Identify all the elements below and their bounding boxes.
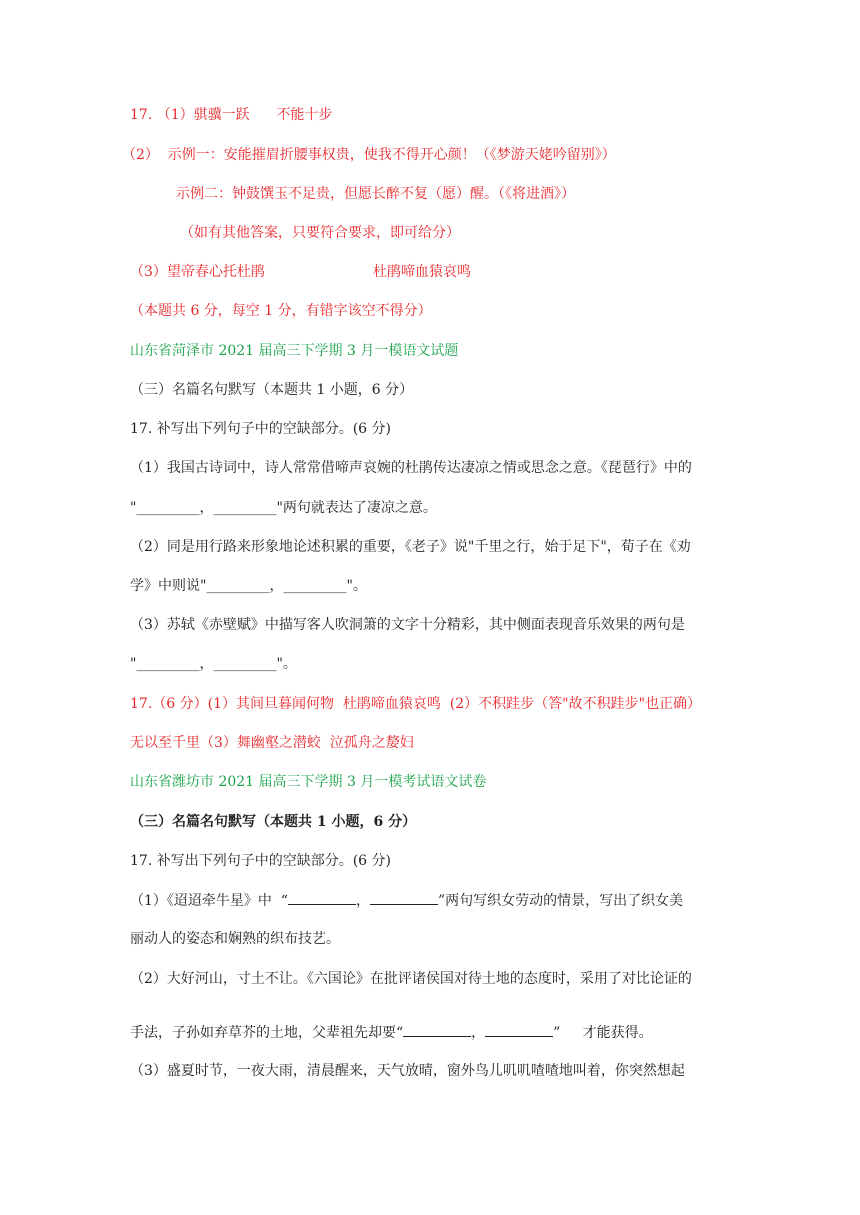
question-17-weifang: 17. 补写出下列句子中的空缺部分。(6 分) [130, 853, 391, 869]
blank-line[interactable] [370, 890, 438, 905]
question-17-heze-2a: （2）同是用行路来形象地论述积累的重要，《老子》说"千里之行，始于足下"，荀子在《劝 [130, 539, 691, 555]
answer-17-part3-a: （3）望帝春心托杜鹃 [130, 264, 265, 280]
answer-17-part2-example2: 示例二：钟鼓馔玉不足贵，但愿长醉不复（愿）醒。（《将进酒》） [176, 186, 575, 202]
q2-comma: ， [471, 1025, 486, 1041]
answer-17-part2-example1: （2） 示例一：安能摧眉折腰事权贵，使我不得开心颜！（《梦游天姥吟留别》） [122, 147, 616, 163]
section-heading-heze: （三）名篇名句默写（本题共 1 小题，6 分） [130, 382, 414, 398]
answer-17-part3-b: 杜鹃啼血猿哀鸣 [373, 264, 471, 280]
source-heze: 山东省菏泽市 2021 届高三下学期 3 月一模语文试题 [130, 343, 459, 359]
answer-heze-2: 无以至千里（3）舞幽壑之潜蛟 泣孤舟之嫠妇 [130, 735, 414, 751]
answer-17-scoring: （本题共 6 分，每空 1 分，有错字该空不得分） [130, 303, 432, 319]
question-17-wf-1a [130, 890, 683, 911]
question-17-heze-3a: （3）苏轼《赤壁赋》中描写客人吹洞箫的文字十分精彩，其中侧面表现音乐效果的两句是 [130, 617, 685, 633]
question-17-heze-2b: 学》中则说"_________，_________"。 [130, 578, 367, 594]
q1-text-post: ”两句写织女劳动的情景，写出了织女美 [437, 893, 684, 909]
question-17-heze: 17. 补写出下列句子中的空缺部分。(6 分) [130, 421, 391, 437]
question-17-wf-2a: （2）大好河山，寸土不让。《六国论》在批评诸侯国对待土地的态度时，采用了对比论证的 [130, 971, 692, 987]
question-17-wf-3a: （3）盛夏时节，一夜大雨，清晨醒来，天气放晴，窗外鸟儿叽叽喳喳地叫着，你突然想起 [130, 1063, 685, 1079]
q2-text-post: ” 才能获得。 [553, 1025, 653, 1041]
q1-comma: ， [355, 893, 370, 909]
answer-17-part1: 17. （1）骐骥一跃 不能十步 [130, 107, 333, 123]
blank-line[interactable] [485, 1022, 553, 1037]
q1-text-pre: （1）《迢迢牵牛星》中 “ [130, 893, 288, 909]
answer-17-note: （如有其他答案，只要符合要求，即可给分） [180, 225, 460, 241]
question-17-wf-1b: 丽动人的姿态和娴熟的织布技艺。 [130, 931, 340, 947]
question-17-heze-3b: "_________，_________"。 [130, 656, 297, 672]
blank-line[interactable] [403, 1022, 471, 1037]
blank-line[interactable] [288, 890, 356, 905]
question-17-heze-1b: "_________，_________"两句就表达了凄凉之意。 [130, 500, 437, 516]
answer-heze-1: 17.（6 分）(1）其间旦暮闻何物 杜鹃啼血猿哀鸣 (2）不积跬步（答"故不积跬步"也正确） [130, 696, 702, 712]
q2-text-pre: 手法，子孙如弃草芥的土地，父辈祖先却要“ [130, 1025, 404, 1041]
section-heading-weifang: （三）名篇名句默写（本题共 1 小题，6 分） [130, 814, 417, 830]
source-weifang: 山东省潍坊市 2021 届高三下学期 3 月一模考试语文试卷 [130, 774, 487, 790]
question-17-heze-1a: （1）我国古诗词中，诗人常常借啼声哀婉的杜鹃传达凄凉之情或思念之意。《琵琶行》中的 [130, 460, 692, 476]
question-17-wf-2b [130, 1022, 653, 1043]
